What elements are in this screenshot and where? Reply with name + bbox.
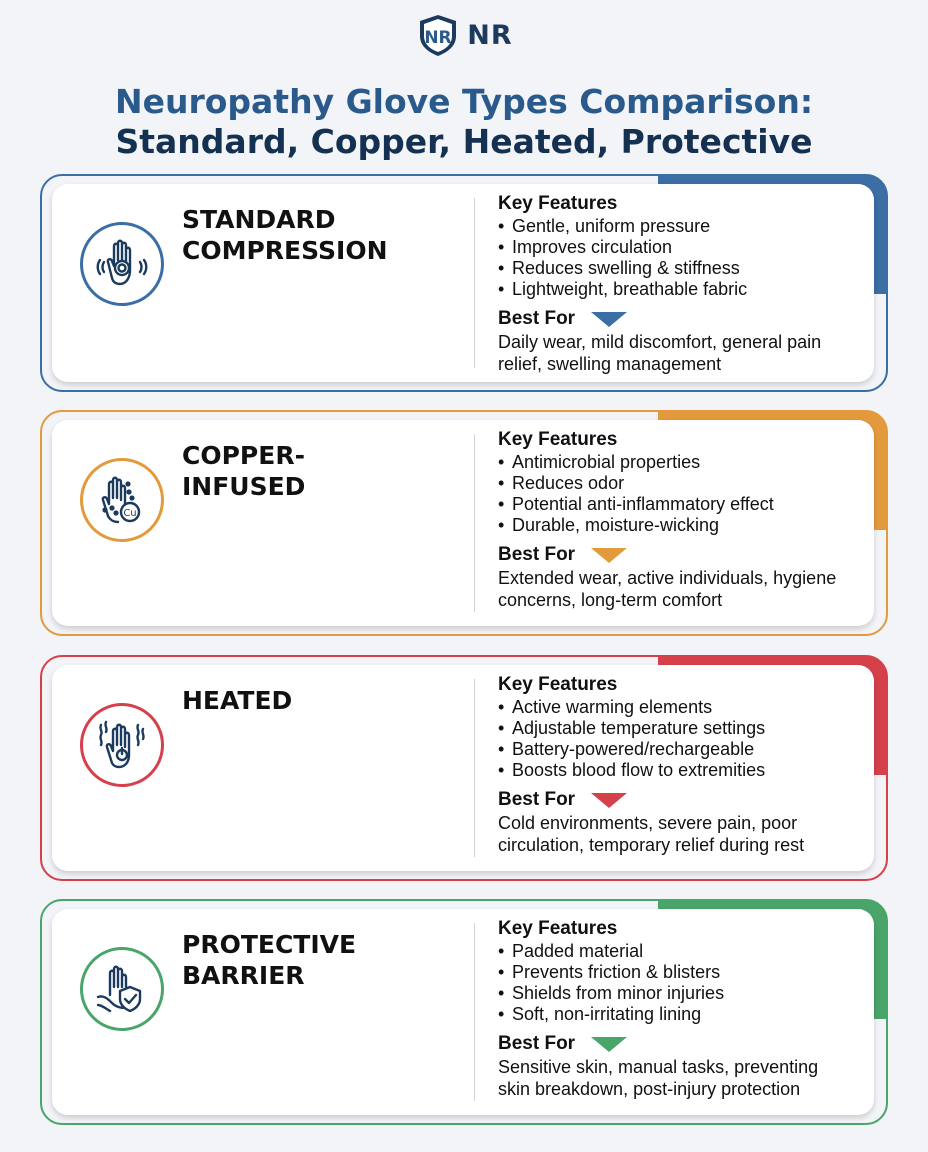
glove-type-name-line-1: STANDARD (182, 205, 336, 234)
feature-item: • Antimicrobial properties (498, 452, 854, 473)
glove-type-name (182, 685, 472, 716)
glove-type-name (182, 440, 472, 502)
key-features-heading: Key Features (498, 429, 618, 450)
glove-type-name-line-1: HEATED (182, 686, 293, 715)
details-column (498, 428, 854, 611)
glove-type-name (182, 204, 472, 266)
svg-text:NR: NR (424, 28, 452, 48)
features-list (498, 216, 854, 300)
column-divider (474, 434, 475, 612)
feature-item: • Adjustable temperature settings (498, 718, 854, 739)
glove-type-name-line-1: COPPER- (182, 441, 305, 470)
features-list (498, 941, 854, 1025)
details-column (498, 673, 854, 856)
best-for-label: Best For (498, 308, 576, 329)
glove-type-name (182, 929, 472, 991)
card-body (52, 420, 874, 626)
feature-item: • Battery-powered/rechargeable (498, 739, 854, 760)
feature-item: • Lightweight, breathable fabric (498, 279, 854, 300)
best-for-heading (498, 788, 854, 812)
column-divider (474, 198, 475, 368)
hand-shield-icon (80, 947, 164, 1031)
glove-type-name-line-1: PROTECTIVE (182, 930, 357, 959)
best-for-heading (498, 1032, 854, 1056)
card-heated (40, 655, 888, 881)
title-line-2: Standard, Copper, Heated, Protective (115, 122, 813, 161)
feature-item: • Padded material (498, 941, 854, 962)
card-standard-compression (40, 174, 888, 392)
chevron-down-icon (589, 1035, 629, 1053)
card-copper-infused (40, 410, 888, 636)
feature-item: • Gentle, uniform pressure (498, 216, 854, 237)
best-for-text: Sensitive skin, manual tasks, preventing skin breakdown, post-injury protection (498, 1057, 819, 1099)
card-body (52, 184, 874, 382)
column-divider (474, 679, 475, 857)
svg-text:Cu: Cu (123, 508, 137, 519)
feature-item: • Boosts blood flow to extremities (498, 760, 854, 781)
feature-item: • Reduces swelling & stiffness (498, 258, 854, 279)
shield-logo-icon (415, 12, 461, 58)
feature-item: • Soft, non-irritating lining (498, 1004, 854, 1025)
best-for-text: Extended wear, active individuals, hygiene concerns, long-term comfort (498, 568, 837, 610)
details-column (498, 917, 854, 1100)
feature-item: • Prevents friction & blisters (498, 962, 854, 983)
feature-item: • Reduces odor (498, 473, 854, 494)
chevron-down-icon (589, 791, 629, 809)
best-for-text: Cold environments, severe pain, poor circulation, temporary relief during rest (498, 813, 805, 855)
chevron-down-icon (589, 546, 629, 564)
hand-heat-icon (80, 703, 164, 787)
hand-pressure-icon (80, 222, 164, 306)
best-for-label: Best For (498, 789, 576, 810)
features-list (498, 452, 854, 536)
column-divider (474, 923, 475, 1101)
brand-name: NR (467, 19, 513, 51)
feature-item: • Improves circulation (498, 237, 854, 258)
title-line-1: Neuropathy Glove Types Comparison: (114, 82, 814, 121)
brand-logo (0, 12, 928, 58)
page-title (0, 82, 928, 162)
key-features-heading: Key Features (498, 193, 618, 214)
key-features-heading: Key Features (498, 918, 618, 939)
best-for-label: Best For (498, 544, 576, 565)
hand-copper-icon (80, 458, 164, 542)
feature-item: • Shields from minor injuries (498, 983, 854, 1004)
best-for-heading (498, 307, 854, 331)
key-features-heading: Key Features (498, 674, 618, 695)
card-body (52, 665, 874, 871)
best-for-label: Best For (498, 1033, 576, 1054)
best-for-heading (498, 543, 854, 567)
card-protective-barrier (40, 899, 888, 1125)
glove-type-name-line-2: INFUSED (182, 472, 306, 501)
feature-item: • Potential anti-inflammatory effect (498, 494, 854, 515)
glove-type-name-line-2: COMPRESSION (182, 236, 388, 265)
best-for-text: Daily wear, mild discomfort, general pain relief, swelling management (498, 332, 822, 374)
glove-type-name-line-2: BARRIER (182, 961, 305, 990)
chevron-down-icon (589, 310, 629, 328)
features-list (498, 697, 854, 781)
details-column (498, 192, 854, 375)
feature-item: • Active warming elements (498, 697, 854, 718)
card-body (52, 909, 874, 1115)
feature-item: • Durable, moisture-wicking (498, 515, 854, 536)
